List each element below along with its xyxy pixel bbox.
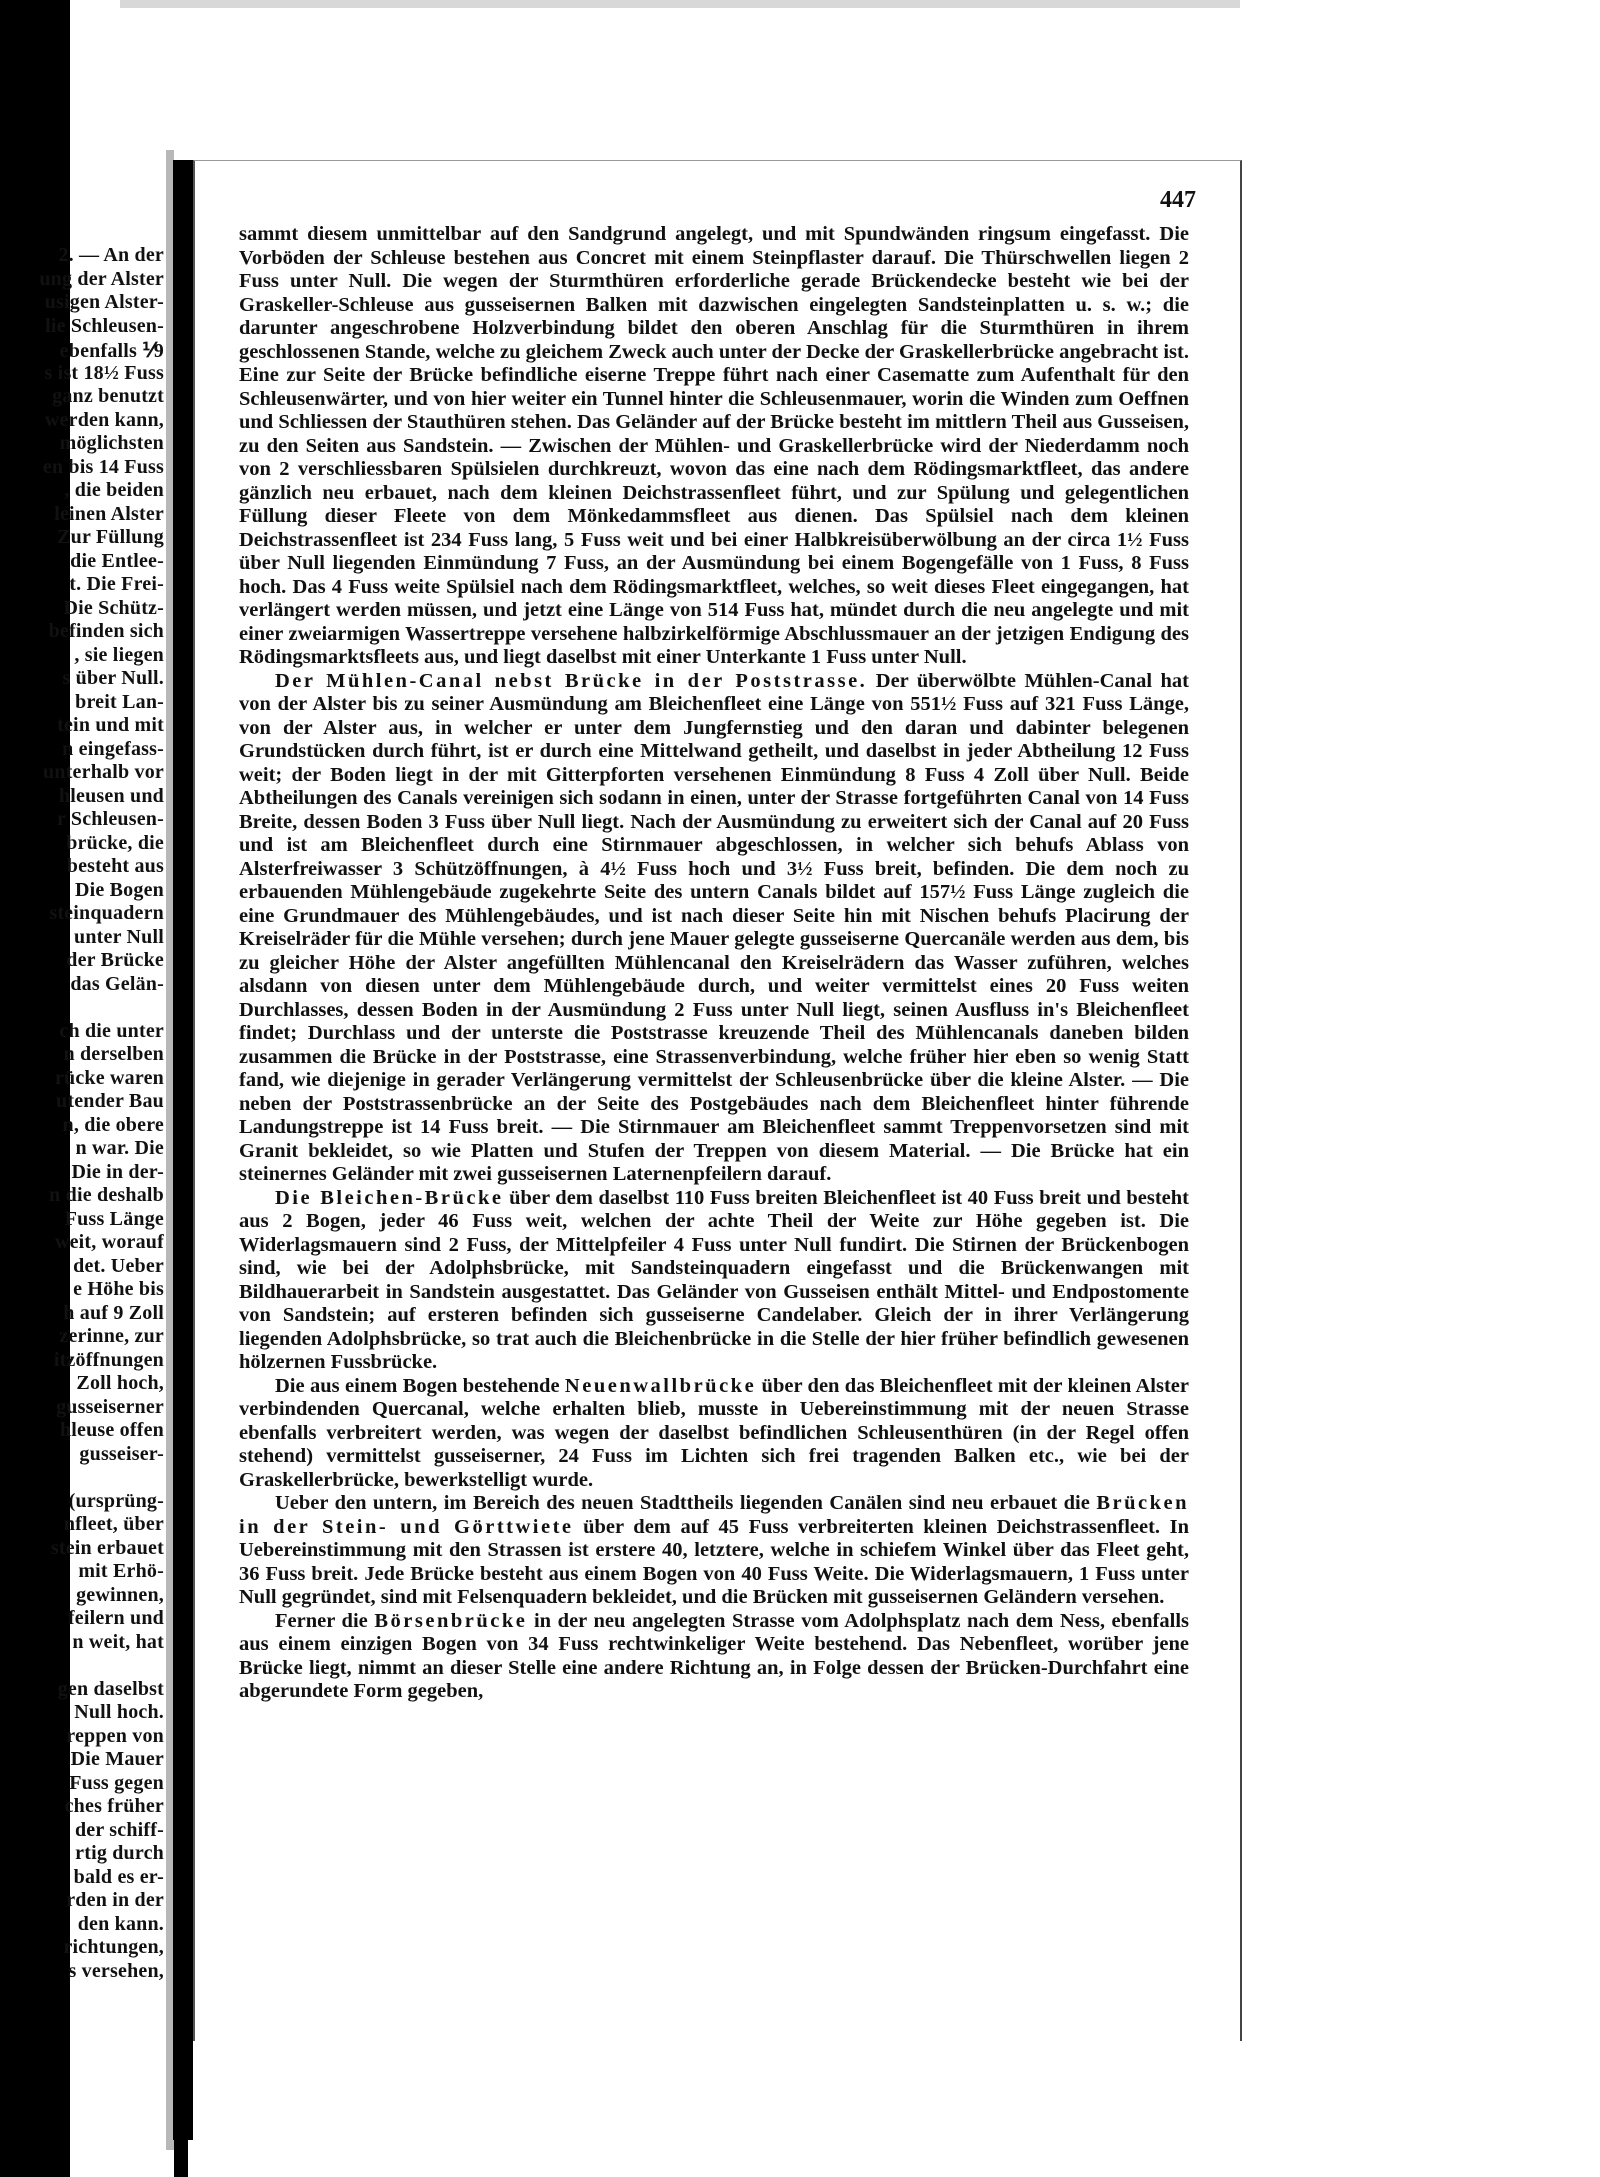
previous-page-line: n weit, hat: [72, 1630, 164, 1653]
previous-page-line: ch die unter: [59, 1019, 164, 1042]
neuenwall-body: mit der kleinen Alster verbindenden Quercanal, welche erhalten blieb, musste in Uebereinstimmung mit der neuen Strasse ebenfalls verbreitert werden, was wegen der daselbst befindlichen Schleusenthüren (in der Regel offen stehend) vermittelst gusseiserner, 24 Fuss im Lichten sich frei tragenden Balken etc., wie bei der Graskellerbrücke, bewerkstelligt wurde.: [239, 1374, 1190, 1491]
book-page: [193, 160, 1242, 2041]
previous-page-line: leinen Alster: [54, 502, 164, 525]
neuenwall-prefix: Die aus einem Bogen bestehende: [275, 1374, 565, 1397]
previous-page-line: rtig durch: [75, 1842, 164, 1864]
previous-page-line: n eingefass-: [62, 737, 164, 760]
paragraph-stein-goerttwiete: [239, 1492, 1189, 1610]
boersen-body: in der neu angelegten Strasse vom Adolphsplatz nach dem Ness, ebenfalls aus einem einzigen Bogen von 34 Fuss rechtwinkeliger Weite bestehend. Das Nebenfleet, worüber jene Brücke liegt, nimmt an dieser Stelle eine andere Richtung an, in Folge dessen der Brücken-Durchfahrt eine abgerundete Form gegeben,: [239, 1609, 1190, 1702]
previous-page-line: feilern und: [67, 1607, 164, 1629]
previous-page-line: s über Null.: [62, 667, 164, 689]
previous-page-line: lie Schleusen-: [45, 314, 164, 337]
heading-muehlen-canal: Der Mühlen-Canal nebst Brücke in der Poststrasse.: [275, 669, 868, 692]
heading-stein-goerttwiete: Brücken in der Stein- und Görttwiete: [239, 1492, 1189, 1538]
stein-intro: Ueber den untern, im Bereich des neuen Stadttheils liegenden Canälen sind neu erbauet die: [275, 1492, 1090, 1514]
previous-page-line: n derselben: [63, 1043, 164, 1065]
previous-page-line: bald es er-: [73, 1865, 164, 1888]
previous-page-line: steinquadern: [49, 902, 164, 924]
book-spine: [173, 160, 193, 2140]
muehlen-canal-after: Der überwölbte: [867, 669, 1016, 692]
previous-page-line: zerinne, zur: [59, 1325, 164, 1347]
previous-page-line: Zur Füllung: [57, 526, 164, 548]
heading-neuenwallbruecke: Neuenwallbrücke: [564, 1374, 757, 1397]
previous-page-line: Zoll hoch,: [76, 1372, 164, 1394]
previous-page-line: det. Ueber: [73, 1254, 164, 1277]
stein-body: über dem auf 45 Fuss verbreiterten kleinen Deichstrassenfleet. In Uebereinstimmung mit den Strassen ist erstere 40, letztere, welche in schiefem Winkel über das Fleet geht, 36 Fuss breit. Jede Brücke besteht aus einem Bogen von 40 Fuss Weite. Die Widerlagsmauern, 1 Fuss unter Null gegründet, sind mit Felsenquadern bekleidet, und die Brücken mit gusseisernen Geländern versehen.: [239, 1515, 1189, 1608]
previous-page-line: besteht aus: [66, 855, 164, 877]
previous-page-line: n die deshalb: [49, 1184, 164, 1206]
heading-boersenbruecke: Börsenbrücke: [374, 1609, 528, 1632]
previous-page-line: die Entlee-: [70, 549, 164, 572]
previous-page-line: rden in der: [66, 1889, 164, 1911]
previous-page-line: Fuss Länge: [64, 1207, 164, 1230]
previous-page-line: 2. — An der: [58, 244, 164, 266]
previous-page-line: ebenfalls ⅟9: [59, 340, 164, 362]
previous-page-line: Null hoch.: [74, 1701, 164, 1723]
previous-page-line: en bis 14 Fuss: [42, 455, 164, 478]
previous-page-line: der Brücke: [66, 949, 164, 971]
previous-page-line: r Schleusen-: [56, 808, 164, 830]
paragraph-schleuse: sammt diesem unmittelbar auf den Sandgrund angelegt, und mit Spundwänden ringsum eingefasst. Die Vorböden der Schleuse bestehen aus Concret mit einem Steinpflaster darauf. Die Thürschwellen liegen 2 Fuss unter Null. Die wegen der Sturmthüren erforderliche gerade Brückendecke besteht wie bei der Graskeller-Schleuse aus gusseisernen Balken mit dazwischen eingelegten Sandsteinplatten u. s. w.; die darunter angeschrobene Holzverbindung bildet den oberen Anschlag für die Sturmthüren in ihrem geschlossenen Stande, welche zu gleichem Zweck auch unter der Decke der Graskellerbrücke angebracht ist. Eine zur Seite der Brücke befindliche eiserne Treppe führt nach einer Casematte zum Aufenthalt für den Schleusenwärter, und von hier weiter ein Tunnel hinter die Schleusenmauer, worin die Winden zum Oeffnen und Schliessen der Stauthüren stehen. Das Geländer auf der Brücke besteht im mittlern Theil aus Gusseisen, zu den Seiten aus Sandstein. — Zwischen der Mühlen- und Graskellerbrücke wird der Niederdamm noch von 2 verschliessbaren Spülsielen durchkreuzt, wovon das eine nach dem Rödingsmarktfleet, das andere gänzlich neu erbauet, nach dem kleinen Deichstrassenfleet führt, und zur Spülung und gelegentlichen Füllung dieser Fleete von dem Mönkedammsfleet aus dienen. Das Spülsiel nach dem kleinen Deichstrassenfleet ist 234 Fuss lang, 5 Fuss weit und bei einer Halbkreisüberwölbung an der circa 1½ Fuss über Null liegenden Einmündung 7 Fuss, an der Ausmündung bei einem Bogengefälle von 1 Fuss, 8 Fuss hoch. Das 4 Fuss weite Spülsiel nach dem Rödingsmarktfleet, welches, so weit dieses Fleet eingegangen, hat verlängert werden müssen, und jetzt eine Länge von 514 Fuss hat, mündet durch die neu angelegte und mit einer zweiarmigen Wassertreppe versehene halbzirkelförmige Abschlussmauer an der jetzigen Endigung des Rödingsmarktsfleets aus, und liegt daselbst mit einer Unterkante 1 Fuss unter Null.: [239, 223, 1189, 668]
previous-page-line: unter Null: [74, 925, 164, 948]
previous-page-line: tein und mit: [57, 714, 164, 736]
previous-page-line: den kann.: [77, 1912, 164, 1935]
previous-page-line: itzöffnungen: [53, 1348, 164, 1371]
paragraph-neuenwallbruecke: [239, 1375, 1189, 1493]
previous-page-line: s ist 18½ Fuss: [44, 361, 164, 384]
previous-page-line: usigen Alster-: [44, 291, 164, 313]
previous-page-line: der schiff-: [74, 1818, 164, 1841]
heading-bleichen-bruecke: Die Bleichen-Brücke: [275, 1186, 504, 1209]
previous-page-line: h auf 9 Zoll: [63, 1301, 164, 1324]
previous-page-line: brücke, die: [66, 831, 164, 854]
previous-page-line: nfleet, über: [63, 1513, 164, 1535]
previous-page-line: e Höhe bis: [73, 1278, 164, 1300]
previous-page-line: s versehen,: [68, 1959, 164, 1982]
paragraph-boersenbruecke: [239, 1610, 1189, 1704]
previous-page-line: utender Bau: [56, 1090, 164, 1112]
previous-page-line: , die beiden: [64, 479, 164, 501]
previous-page-line: befinden sich: [48, 620, 164, 642]
previous-page-line: n, die obere: [62, 1113, 164, 1136]
scan-top-shadow: [120, 0, 1240, 8]
previous-page-line: t. Die Frei-: [69, 573, 164, 595]
previous-page-line: (ursprüng-: [68, 1489, 164, 1512]
previous-page-line: Die Bogen: [74, 878, 164, 901]
scan-bottom-clip: [174, 1990, 188, 2177]
previous-page-line: das Gelän-: [70, 972, 164, 995]
previous-page-line: richtungen,: [63, 1936, 164, 1958]
muehlen-canal-body: Mühlen-Canal hat von der Alster bis zu seiner Ausmündung am Bleichenfleet eine Länge von 551½ Fuss auf 321 Fuss Länge, von der Alster aus, in welcher er unter dem Jungfernstieg und den daran und dabinter belegenen Grundstücken durch führt, ist er durch eine Mittelwand getheilt, und daselbst in jeder Abtheilung 12 Fuss weit; der Boden liegt in der mit Gitterpforten versehenen Einmündung 8 Fuss 4 Zoll über Null. Beide Abtheilungen des Canals vereinigen sich sodann in einen, unter der Strasse fortgeführten Canal von 14 Fuss Breite, dessen Boden 3 Fuss über Null liegt. Nach der Ausmündung zu erweitert sich der Canal auf 20 Fuss und ist am Bleichenfleet durch eine Stirnmauer abgeschlossen, in welcher sich behufs Ablass von Alsterfreiwasser 3 Schützöffnungen, à 4½ Fuss hoch und 3½ Fuss breit, befinden. Die dem noch zu erbauenden Mühlengebäude zugekehrte Seite des untern Canals bildet auf 157½ Fuss Länge zugleich die eine Grundmauer des Mühlengebäudes, und ist nach dieser Seite hin mit Nischen behufs Placirung der Kreiselräder für die Mühle versehen; durch jene Mauer gelegte gusseiserne Quercanäle werden aus dem, bis zu gleicher Höhe der Alster angefüllten Mühlencanal den Kreiselrädern das Wasser zuführen, welches alsdann von diesen unter dem Mühlengebäude durch, und weiter vermittelst eines 20 Fuss weiten Durchlasses, dessen Boden in der Ausmündung 2 Fuss unter Null liegt, seinen Ausfluss in's Bleichenfleet findet; Durchlass und der unterste die Poststrasse kreuzende Theil des Mühlencanals daneben bilden zusammen die Brücke in der Poststrasse, eine Strassenverbindung, welche früher hier eben so wenig Statt fand, wie diejenige in gerader Verlängerung vermittelst der Schleusenbrücke über die kleine Alster. — Die neben der Poststrassenbrücke an der Seite des Postgebäudes nach dem Bleichenfleet hinter führende Landungstreppe ist 14 Fuss breit. — Die Stirnmauer am Bleichenfleet sammt Treppenvorsetzen sind mit Granit bekleidet, so wie Platten und Stufen der Treppen von diesem Material. — Die Brücke hat ein steinernes Geländer mit zwei gusseisernen Laternenpfeilern darauf.: [239, 669, 1189, 1185]
previous-page-line: gusseiserner: [56, 1395, 164, 1418]
previous-page-line: , sie liegen: [74, 643, 164, 666]
previous-page-line: ung der Alster: [39, 267, 164, 290]
page-number: 447: [1160, 187, 1196, 213]
previous-page-line: reppen von: [66, 1724, 164, 1747]
page-text: [239, 223, 1189, 1704]
previous-page-line: ganz benutzt: [52, 385, 164, 407]
previous-page-line: weit, worauf: [54, 1231, 164, 1253]
previous-page-line: Die Schütz-: [63, 596, 164, 619]
neuenwall-after: über den das Bleichenfleet: [756, 1374, 993, 1397]
previous-page-line: mit Erhö-: [78, 1560, 164, 1582]
previous-page-line: gewinnen,: [76, 1583, 164, 1606]
paragraph-muehlen-canal: [239, 670, 1189, 1187]
previous-page-line: Fuss gegen: [69, 1771, 164, 1794]
previous-page-line: gen daselbst: [57, 1677, 164, 1700]
previous-page-line: ches früher: [64, 1795, 164, 1817]
previous-page-line: breit Lan-: [75, 690, 164, 713]
bleichen-after: über dem daselbst 110 Fuss breiten Bleichenfleet ist: [503, 1186, 963, 1209]
previous-page-line: rücke waren: [54, 1066, 164, 1089]
bleichen-body: 40 Fuss breit und besteht aus 2 Bogen, jeder 46 Fuss weit, welchen der achte Theil der Weite zur Höhe gegeben ist. Die Widerlagsmauern sind 2 Fuss, der Mittelpfeiler 4 Fuss unter Null fundirt. Die Stirnen der Brückenbogen sind, wie bei der Adolphsbrücke, mit Sandsteinquadern eingefasst und die Brückenwangen mit Bildhauerarbeit in Sandstein ausgestattet. Das Geländer von Gusseisen enthält Mittel- und Endpostomente von Sandstein; auf ersteren befinden sich gusseiserne Candelaber. Gleich der in ihrer Verlängerung liegenden Adolphsbrücke, so trat auch die Bleichenbrücke in die Stelle der hier früher befindlich gewesenen hölzernen Fussbrücke.: [239, 1186, 1190, 1373]
previous-page-line: möglichsten: [59, 432, 164, 454]
previous-page-line: werden kann,: [44, 408, 164, 431]
previous-page-line: stein erbauet: [50, 1536, 164, 1559]
previous-page-line: unterhalb vor: [43, 761, 164, 783]
previous-page-fragment: [0, 160, 166, 2030]
paragraph-bleichen-bruecke: [239, 1187, 1189, 1375]
previous-page-line: Die in der-: [71, 1160, 164, 1183]
boersen-intro: Ferner die: [275, 1609, 368, 1632]
previous-page-line: hleuse offen: [59, 1419, 164, 1441]
previous-page-line: hleusen und: [58, 784, 164, 807]
previous-page-line: gusseiser-: [79, 1442, 164, 1465]
previous-page-line: Die Mauer: [70, 1748, 164, 1770]
previous-page-line: n war. Die: [75, 1137, 164, 1159]
